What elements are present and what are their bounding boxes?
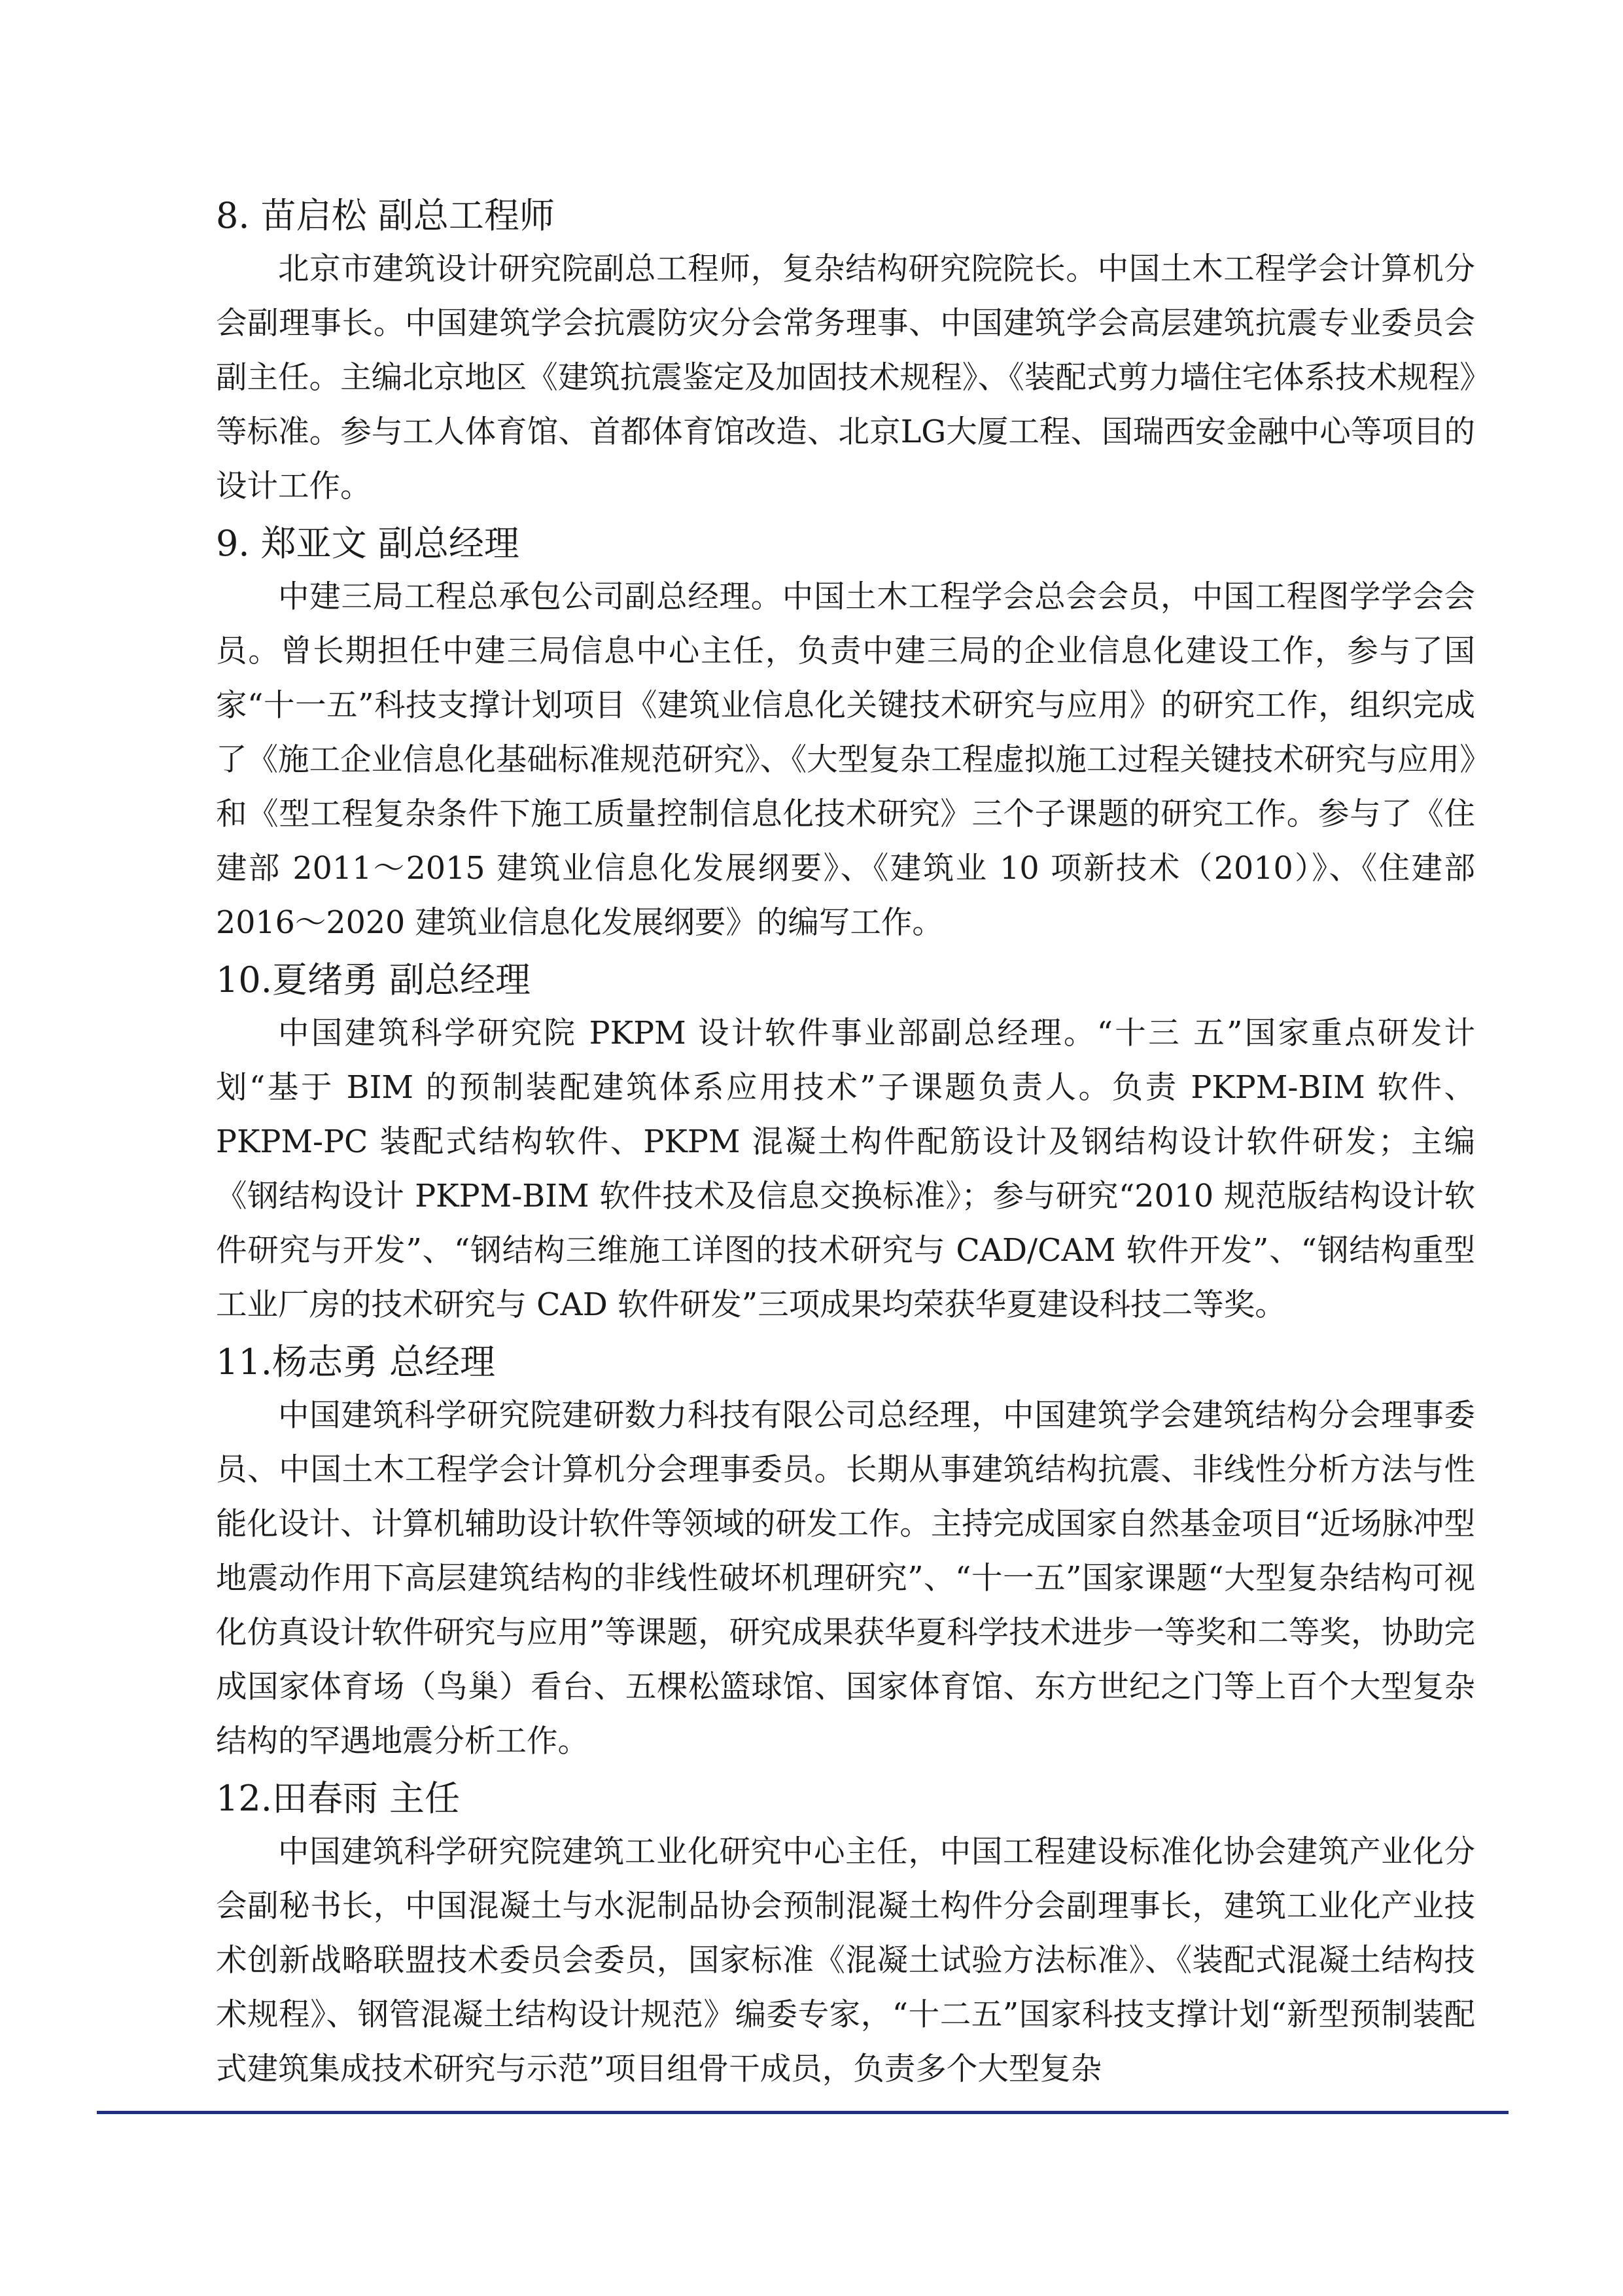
footer-divider [97, 2111, 1509, 2114]
section-paragraph: 中建三局工程总承包公司副总经理。中国土木工程学会总会会员，中国工程图学学会会员。曾长期担任中建三局信息中心主任，负责中建三局的企业信息化建设工作，参与了国家“十一五”科技支撑计划项目《建筑业信息化关键技术研究与应用》的研究工作，组织完成了《施工企业信息化基础标准规范研究》、《大型复杂工程虚拟施工过程关键技术研究与应用》和《型工程复杂条件下施工质量控制信息化技术研究》三个子课题的研究工作。参与了《住建部 2011～2015 建筑业信息化发展纲要》、《建筑业 10 项新技术（2010）》、《住建部 2016～2020 建筑业信息化发展纲要》的编写工作。 [216, 579, 1475, 941]
section-10 [216, 954, 1475, 1332]
section-8 [216, 190, 1475, 514]
section-heading: 10.夏绪勇 副总经理 [216, 959, 531, 1000]
document-body [216, 190, 1475, 2100]
section-heading: 12.田春雨 主任 [216, 1778, 461, 1819]
section-heading: 8. 苗启松 副总工程师 [216, 195, 555, 236]
section-11 [216, 1336, 1475, 1769]
section-12 [216, 1773, 1475, 2096]
section-paragraph: 北京市建筑设计研究院副总工程师，复杂结构研究院院长。中国土木工程学会计算机分会副理事长。中国建筑学会抗震防灾分会常务理事、中国建筑学会高层建筑抗震专业委员会副主任。主编北京地区《建筑抗震鉴定及加固技术规程》、《装配式剪力墙住宅体系技术规程》等标准。参与工人体育馆、首都体育馆改造、北京LG大厦工程、国瑞西安金融中心等项目的设计工作。 [216, 251, 1475, 504]
section-paragraph: 中国建筑科学研究院建筑工业化研究中心主任，中国工程建设标准化协会建筑产业化分会副秘书长，中国混凝土与水泥制品协会预制混凝土构件分会副理事长，建筑工业化产业技术创新战略联盟技术委员会委员，国家标准《混凝土试验方法标准》、《装配式混凝土结构技术规程》、钢管混凝土结构设计规范》编委专家，“十二五”国家科技支撑计划“新型预制装配式建筑集成技术研究与示范”项目组骨干成员，负责多个大型复杂 [216, 1834, 1475, 2087]
section-heading: 9. 郑亚文 副总经理 [216, 523, 519, 564]
section-paragraph: 中国建筑科学研究院 PKPM 设计软件事业部副总经理。“十三 五”国家重点研发计划“基于 BIM 的预制装配建筑体系应用技术”子课题负责人。负责 PKPM-BIM 软件、PKPM-PC 装配式结构软件、PKPM 混凝土构件配筋设计及钢结构设计软件研发；主编《钢结构设计 PKPM-BIM 软件技术及信息交换标准》；参与研究“2010 规范版结构设计软件研究与开发”、“钢结构三维施工详图的技术研究与 CAD/CAM 软件开发”、“钢结构重型工业厂房的技术研究与 CAD 软件研发”三项成果均荣获华夏建设科技二等奖。 [216, 1016, 1475, 1323]
section-heading: 11.杨志勇 总经理 [216, 1341, 496, 1383]
section-paragraph: 中国建筑科学研究院建研数力科技有限公司总经理，中国建筑学会建筑结构分会理事委员、中国土木工程学会计算机分会理事委员。长期从事建筑结构抗震、非线性分析方法与性能化设计、计算机辅助设计软件等领域的研发工作。主持完成国家自然基金项目“近场脉冲型地震动作用下高层建筑结构的非线性破坏机理研究”、“十一五”国家课题“大型复杂结构可视化仿真设计软件研究与应用”等课题，研究成果获华夏科学技术进步一等奖和二等奖，协助完成国家体育场（鸟巢）看台、五棵松篮球馆、国家体育馆、东方世纪之门等上百个大型复杂结构的罕遇地震分析工作。 [216, 1398, 1475, 1759]
section-9 [216, 518, 1475, 950]
